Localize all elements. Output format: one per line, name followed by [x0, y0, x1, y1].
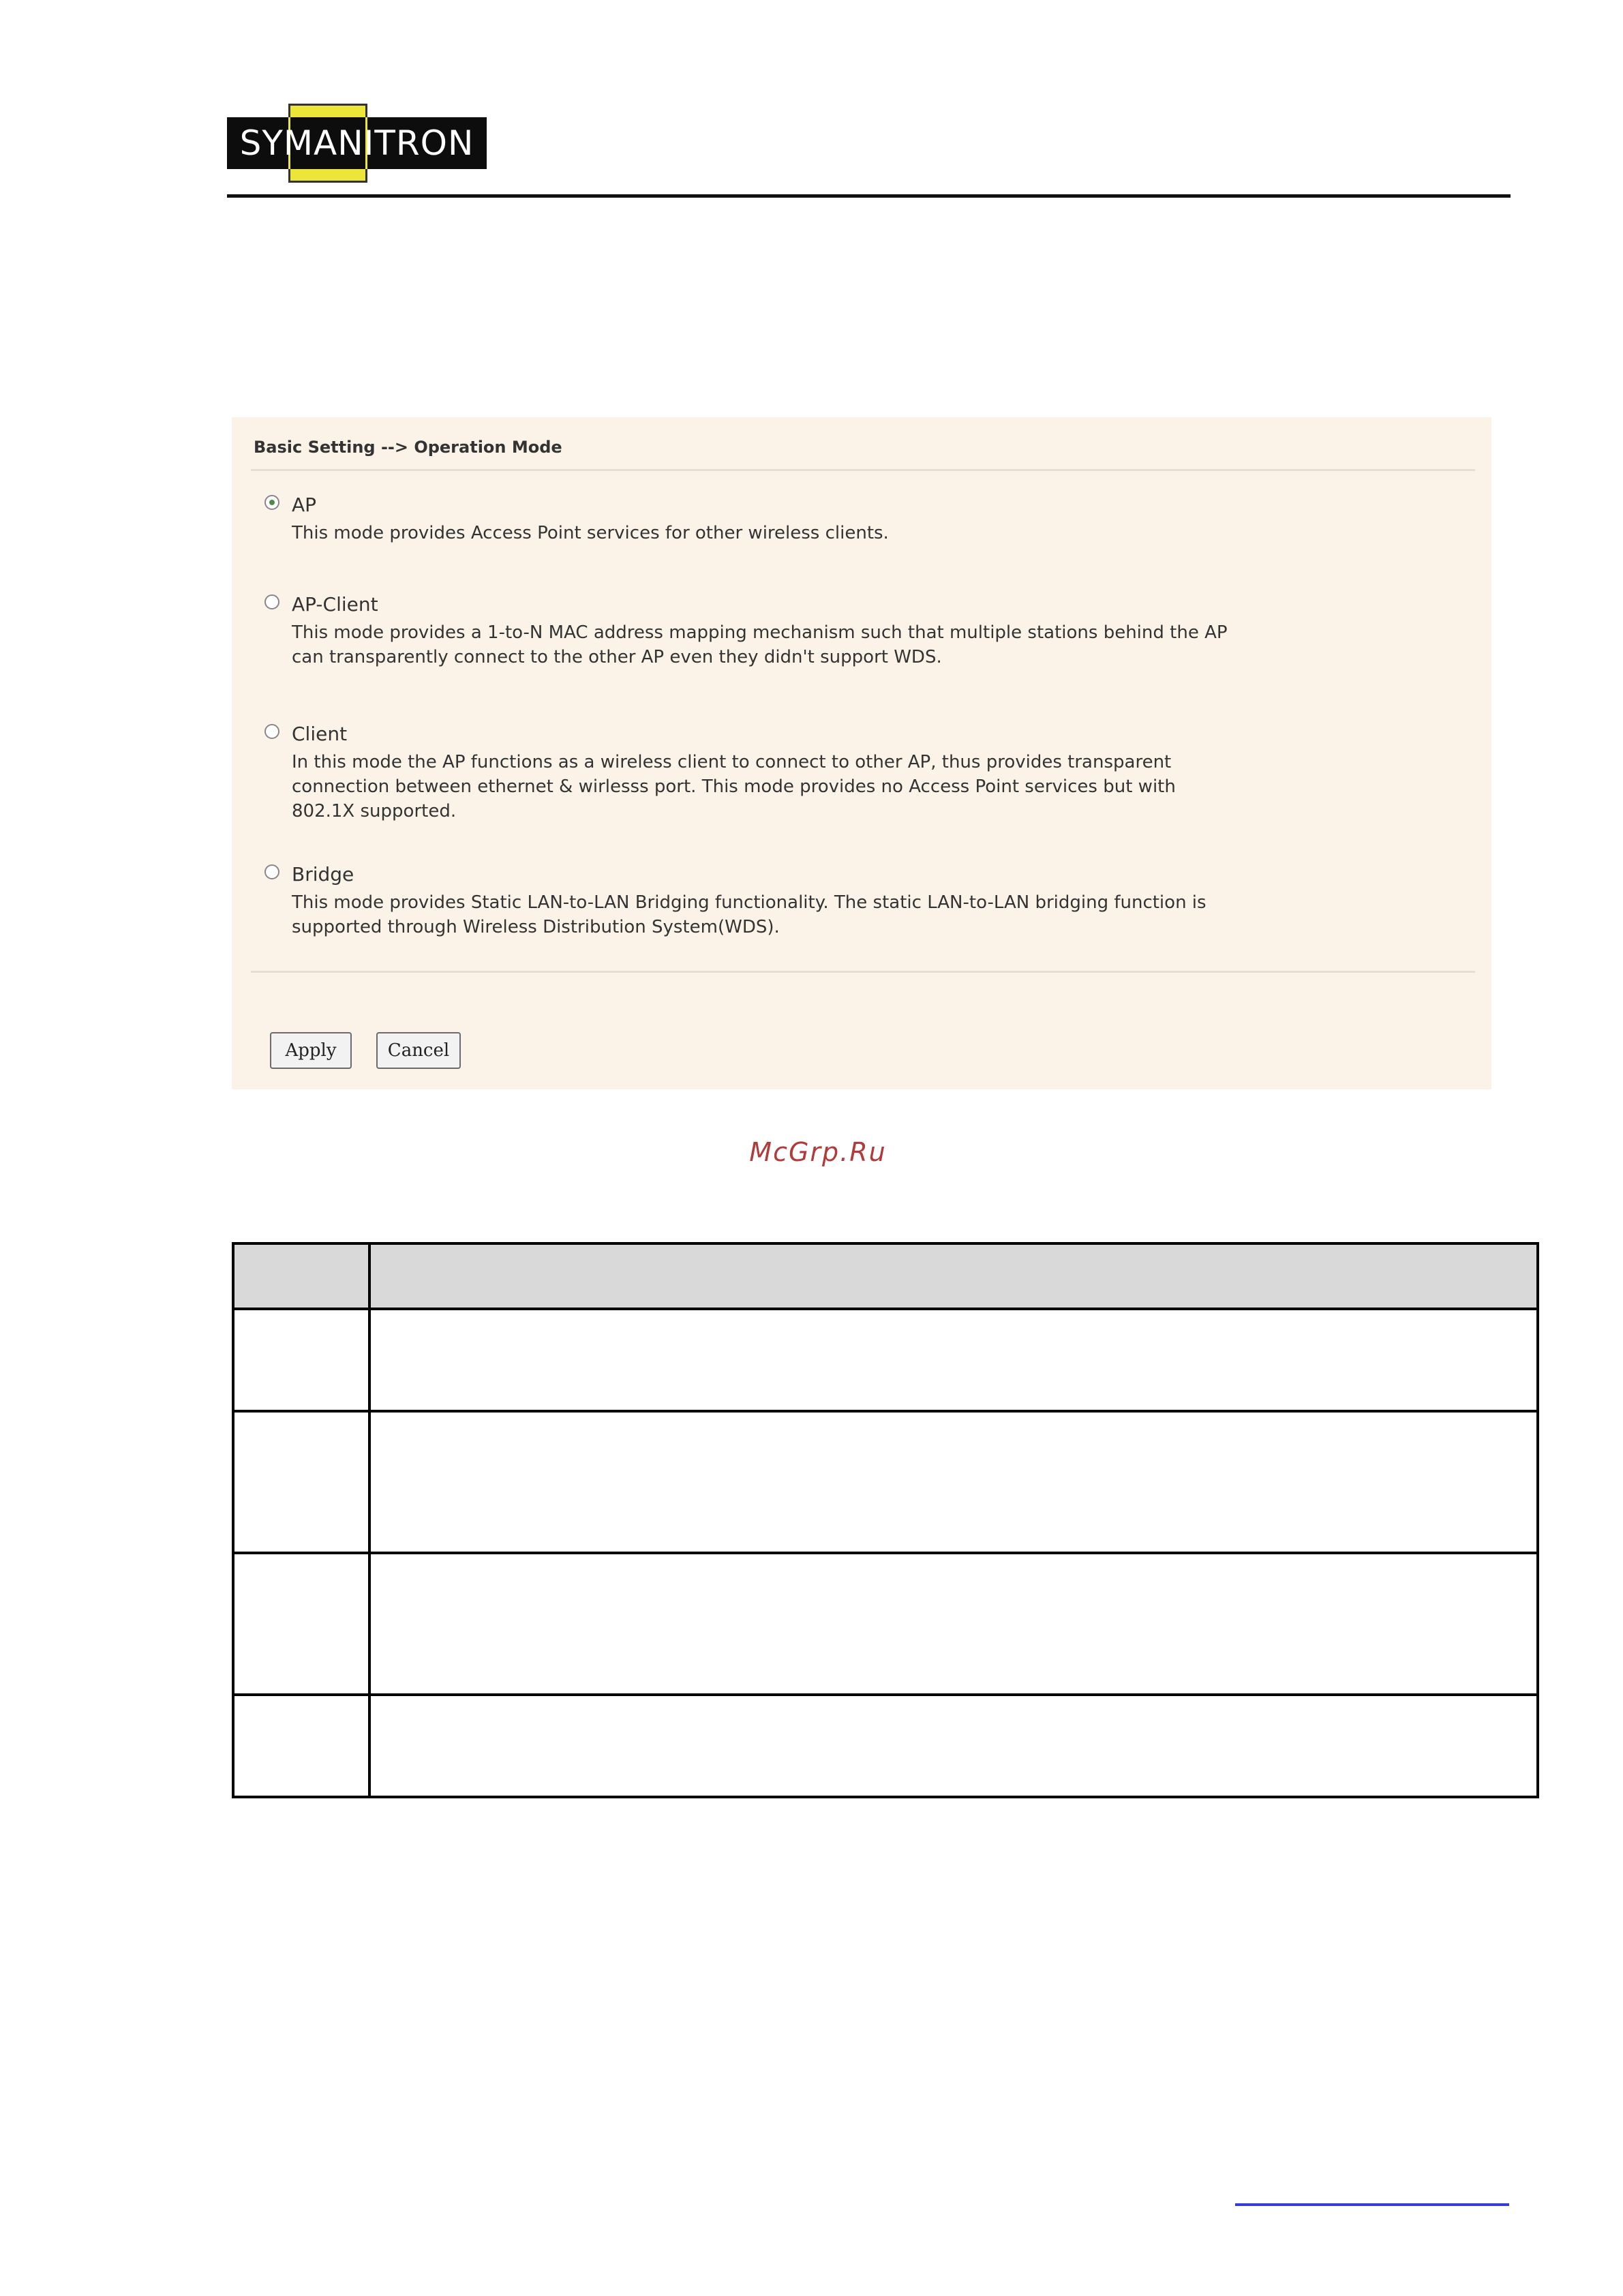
table-cell [369, 1309, 1538, 1411]
form-divider [251, 971, 1475, 973]
mode-label-bridge: Bridge [292, 863, 354, 886]
radio-ap[interactable] [264, 495, 279, 510]
table-row [233, 1411, 1538, 1553]
mode-label-client: Client [292, 723, 348, 745]
operation-mode-screenshot [232, 417, 1491, 1089]
radio-bridge[interactable] [264, 864, 279, 879]
table-header-cell [369, 1243, 1538, 1309]
logo-text: SYMANITRON [239, 123, 474, 163]
table-row [233, 1695, 1538, 1797]
brand-logo [227, 104, 487, 183]
watermark: McGrp.Ru [749, 1137, 887, 1167]
table-row [233, 1553, 1538, 1695]
footer-link-underline[interactable] [1235, 2203, 1509, 2206]
mode-desc-client: In this mode the AP functions as a wireless client to connect to other AP, thus provides transparent connection between ethernet & wirlesss port. This mode provides no Access Point services but with 802.1X supported. [292, 752, 1176, 821]
table-cell [233, 1695, 369, 1797]
mode-desc-ap-client: This mode provides a 1-to-N MAC address mapping mechanism such that multiple stations behind the AP can transparently connect to the other AP even they didn't support WDS. [292, 622, 1228, 667]
cancel-button[interactable]: Cancel [376, 1032, 461, 1069]
breadcrumb-divider [251, 469, 1475, 471]
radio-ap-client[interactable] [264, 594, 279, 609]
table-header-cell [233, 1243, 369, 1309]
radio-client[interactable] [264, 724, 279, 739]
mode-desc-bridge: This mode provides Static LAN-to-LAN Bridging functionality. The static LAN-to-LAN bridging function is supported through Wireless Distribution System(WDS). [292, 892, 1207, 937]
table-cell [369, 1695, 1538, 1797]
mode-label-ap: AP [292, 494, 317, 516]
mode-label-ap-client: AP-Client [292, 593, 378, 616]
apply-button[interactable]: Apply [270, 1032, 352, 1069]
breadcrumb: Basic Setting --> Operation Mode [254, 438, 562, 457]
table-header-row [233, 1243, 1538, 1309]
table-cell [369, 1553, 1538, 1695]
header-divider [227, 194, 1511, 198]
mode-description-table [232, 1242, 1539, 1798]
table-cell [369, 1411, 1538, 1553]
table-cell [233, 1309, 369, 1411]
table-cell [233, 1553, 369, 1695]
table-row [233, 1309, 1538, 1411]
mode-desc-ap: This mode provides Access Point services for other wireless clients. [292, 523, 889, 543]
table-cell [233, 1411, 369, 1553]
